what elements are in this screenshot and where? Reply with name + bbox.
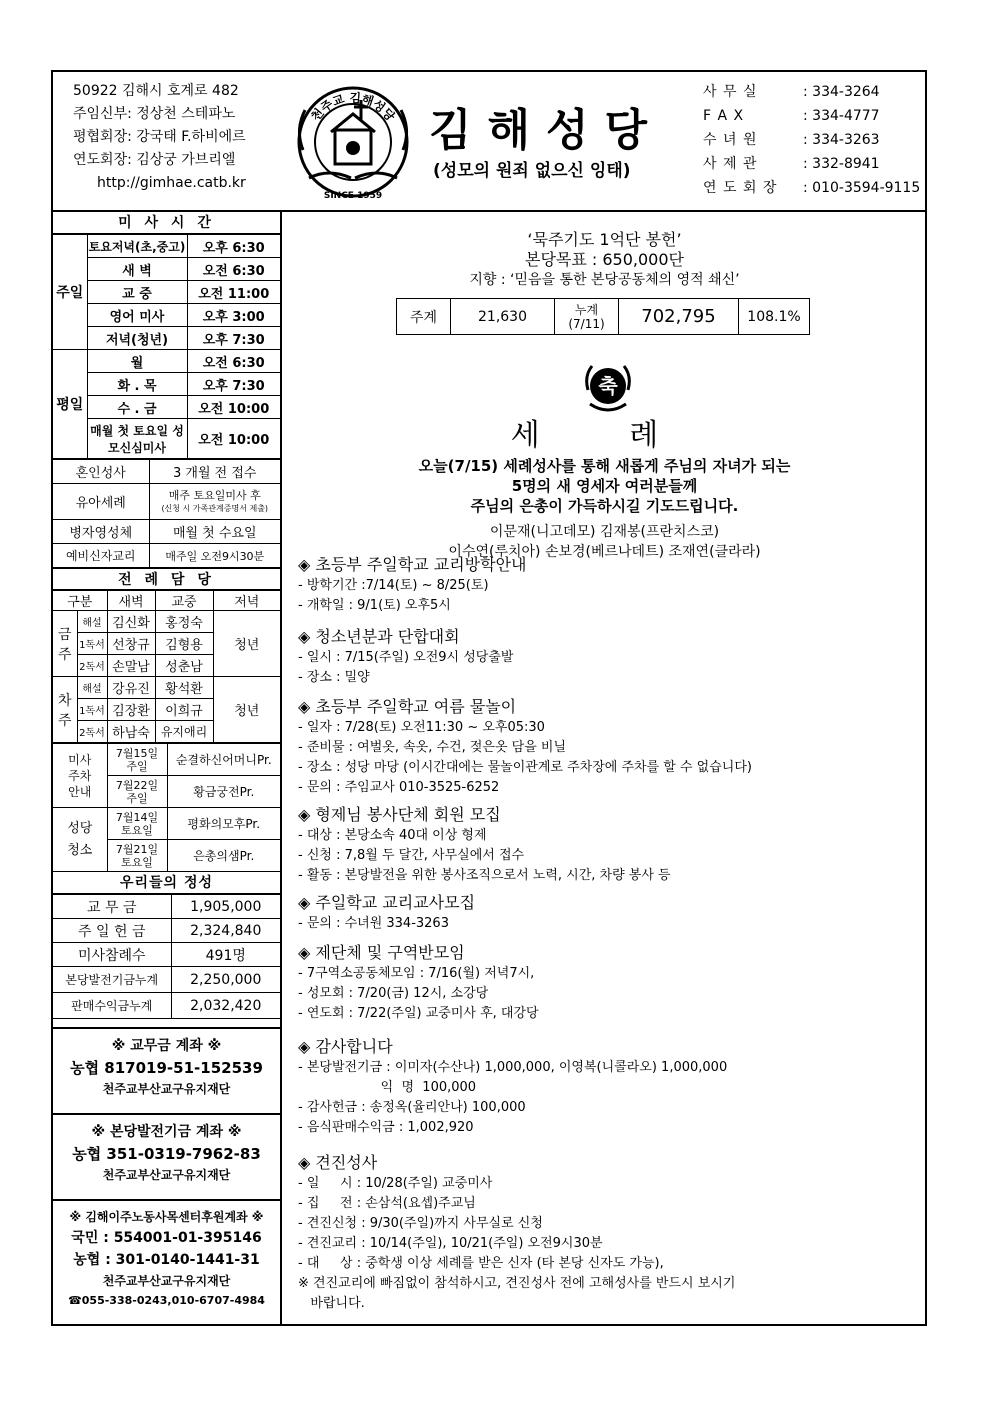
baptism-message: 오늘(7/15) 세례성사를 통해 새롭게 주님의 자녀가 되는 5명의 새 영세자 여러분들께 주님의 은총이 가득하시길 기도드립니다. [418,457,791,515]
baptism-title: 세 례 [510,418,699,453]
announcement-1: ◈ 초등부 주일학교 교리방학안내 - 방학기간 :7/14(토) ~ 8/25(토) - 개학일 : 9/1(토) 오후5시 [298,555,527,613]
youth-chair: 연도회장: 김상궁 가브리엘 [73,152,236,168]
contact-row: 연 도 회 장 : 010-3594-9115 [703,180,921,196]
church-logo [289,80,417,208]
announcement-4: ◈ 형제님 봉사단체 회원 모집 - 대상 : 본당소속 40대 이상 형제 - 신청 : 7,8월 두 달간, 사무실에서 접수 - 활동 : 본당발전을 위한 봉사조직으로서 노력, 시간, 차량 봉사 등 [298,805,671,883]
altar-title: 전 례 담 당 [53,568,280,590]
announcement-5: ◈ 주일학교 교리교사모집 - 문의 : 수녀원 334-3263 [298,893,476,931]
announcement-2: ◈ 청소년분과 단합대회 - 일시 : 7/15(주일) 오전9시 성당출발 - 장소 : 밀양 [298,627,514,685]
cleaning-label: 성당청소 [53,808,107,872]
migrant-account-box: ※ 김해이주노동사목센터후원계좌 ※ 국민 : 554001-01-395146 농협 : 301-0140-1441-31 천주교부산교구유지재단 ☎055-338-0243,010-6707-4984 [53,1199,280,1317]
council-chair: 평협회장: 강국태 F.하비에르 [73,129,246,145]
svg-text:축: 축 [598,374,618,398]
website-link[interactable]: http://gimhae.catb.kr [97,175,246,191]
sunday-label: 주일 [53,235,87,350]
rosary-goal: 본당목표 : 650,000단 [524,250,684,269]
header-info [73,80,246,195]
account-box-2: ※ 본당발전기금 계좌 ※ 농협 351-0319-7962-83 천주교부산교구유지재단 [53,1113,280,1191]
address: 50922 김해시 호계로 482 [73,83,239,99]
announcement-6: ◈ 제단체 및 구역반모임 - 7구역소공동체모임 : 7/16(월) 저녁7시, - 성모회 : 7/20(금) 12시, 소강당 - 연도회 : 7/22(주일) 교중미사 후, 대강당 [298,943,539,1021]
altar-table: 구분 새벽 교중 저녁 금주 해설 김신화 홍정숙 청년 1독서 선창규 김형용 2독서 손말남 성춘남 차주 해설 강유진 황석환 청년 1독서 김장환 이희규 2독서 하남숙 유지애리 [53,590,280,743]
offering-title: 우리들의 정성 [53,872,280,894]
announcement-7: ◈ 감사합니다 - 본당발전기금 : 이미자(수산나) 1,000,000, 이영복(니콜라오) 1,000,000 익 명 100,000 - 감사헌금 : 송정옥(율리안나) 100,000 - 음식판매수익금 : 1,002,920 [298,1037,728,1135]
celebration-badge-icon [580,360,636,416]
logo-since: SINCE 1959 [323,191,383,201]
contact-row: 사 제 관 : 332-8941 [703,156,880,172]
right-column [284,212,925,1326]
weekday-label: 평일 [53,350,87,459]
rosary-count-table: 주계 21,630 누계 (7/11) 702,795 108.1% [396,298,810,335]
announcement-3: ◈ 초등부 주일학교 여름 물놀이 - 일자 : 7/28(토) 오전11:30 ~ 오후05:30 - 준비물 : 여벌옷, 속옷, 수건, 젖은옷 담을 비닐 - 장소 : 성당 마당 (이시간대에는 물놀이관계로 주차장에 주차를 할 수 없습니다) - 문의 : 주임교사 010-3525-6252 [298,697,752,795]
svg-text:천주교 김해성당 [308,90,399,124]
mass-schedule-table: 주일 토요저녁(초,중고) 오후 6:30 새 벽 오전 6:30 교 중 오전 11:00 영어 미사 오후 3:00 저녁(청년) 오후 7:30 평일 월 오전 6:30 화 . 목 오후 7:30 수 . 금 오전 10:00 매월 첫 토요일 성모신심미사 오전 10:00 [53,234,280,459]
header [53,72,925,212]
rosary-title: ‘묵주기도 1억단 봉헌’ [527,230,682,249]
account-box-1: ※ 교무금 계좌 ※ 농협 817019-51-152539 천주교부산교구유지재단 [53,1027,280,1105]
parking-cleaning-table: 미사주차안내 7월15일 주일 순결하신어머니Pr. 7월22일 주일 황금궁전Pr. 성당청소 7월14일 토요일 평화의모후Pr. 7월21일 토요일 은총의샘Pr. [53,743,280,872]
logo-ring-text: 천주교 김해성당 [308,90,398,124]
contact-row: F A X : 334-4777 [703,108,880,124]
contact-row: 사 무 실 : 334-3264 [703,84,880,100]
baptism-names: 이문재(니고데모) 김재봉(프란치스코) 이수연(루치아) 손보경(베르나데트) 조재연(클라라) [448,524,761,560]
offering-table: 교 무 금 1,905,000 주 일 헌 금 2,324,840 미사참례수 491명 본당발전기금누계 2,250,000 판매수익금누계 2,032,420 [53,894,280,1019]
left-column [53,212,282,1326]
church-subtitle: (성모의 원죄 없으신 잉태) [433,161,631,181]
contact-row: 수 녀 원 : 334-3263 [703,132,880,148]
church-title: 김해성당 [429,105,664,156]
rosary-section [284,230,925,290]
rosary-aim: 지향 : ‘믿음을 통한 본당공동체의 영적 쇄신’ [469,272,740,288]
parking-label: 미사주차안내 [53,744,107,808]
announcement-8: ◈ 견진성사 - 일 시 : 10/28(주일) 교중미사 - 집 전 : 손삼석(요셉)주교님 - 견진신청 : 9/30(주일)까지 사무실로 신청 - 견진교리 : 10/14(주일), 10/21(주일) 오전9시30분 - 대 상 : 중학생 이상 세례를 받은 신자 (타 본당 신자도 가능), ※ 견진교리에 빠짐없이 참석하시고, 견진성사 전에 고해성사를 반드시 보시기 바랍니다. [298,1153,736,1311]
sacrament-table: 혼인성사 3 개월 전 접수 유아세례 매주 토요일미사 후 (신청 시 가족관계증명서 제출) 병자영성체 매월 첫 수요일 예비신자교리 매주일 오전9시30분 [53,459,280,568]
bulletin-frame [51,70,927,1326]
mass-title: 미 사 시 간 [53,212,280,234]
pastor: 주임신부: 정상천 스테파노 [73,106,236,122]
contact-list [703,80,920,200]
